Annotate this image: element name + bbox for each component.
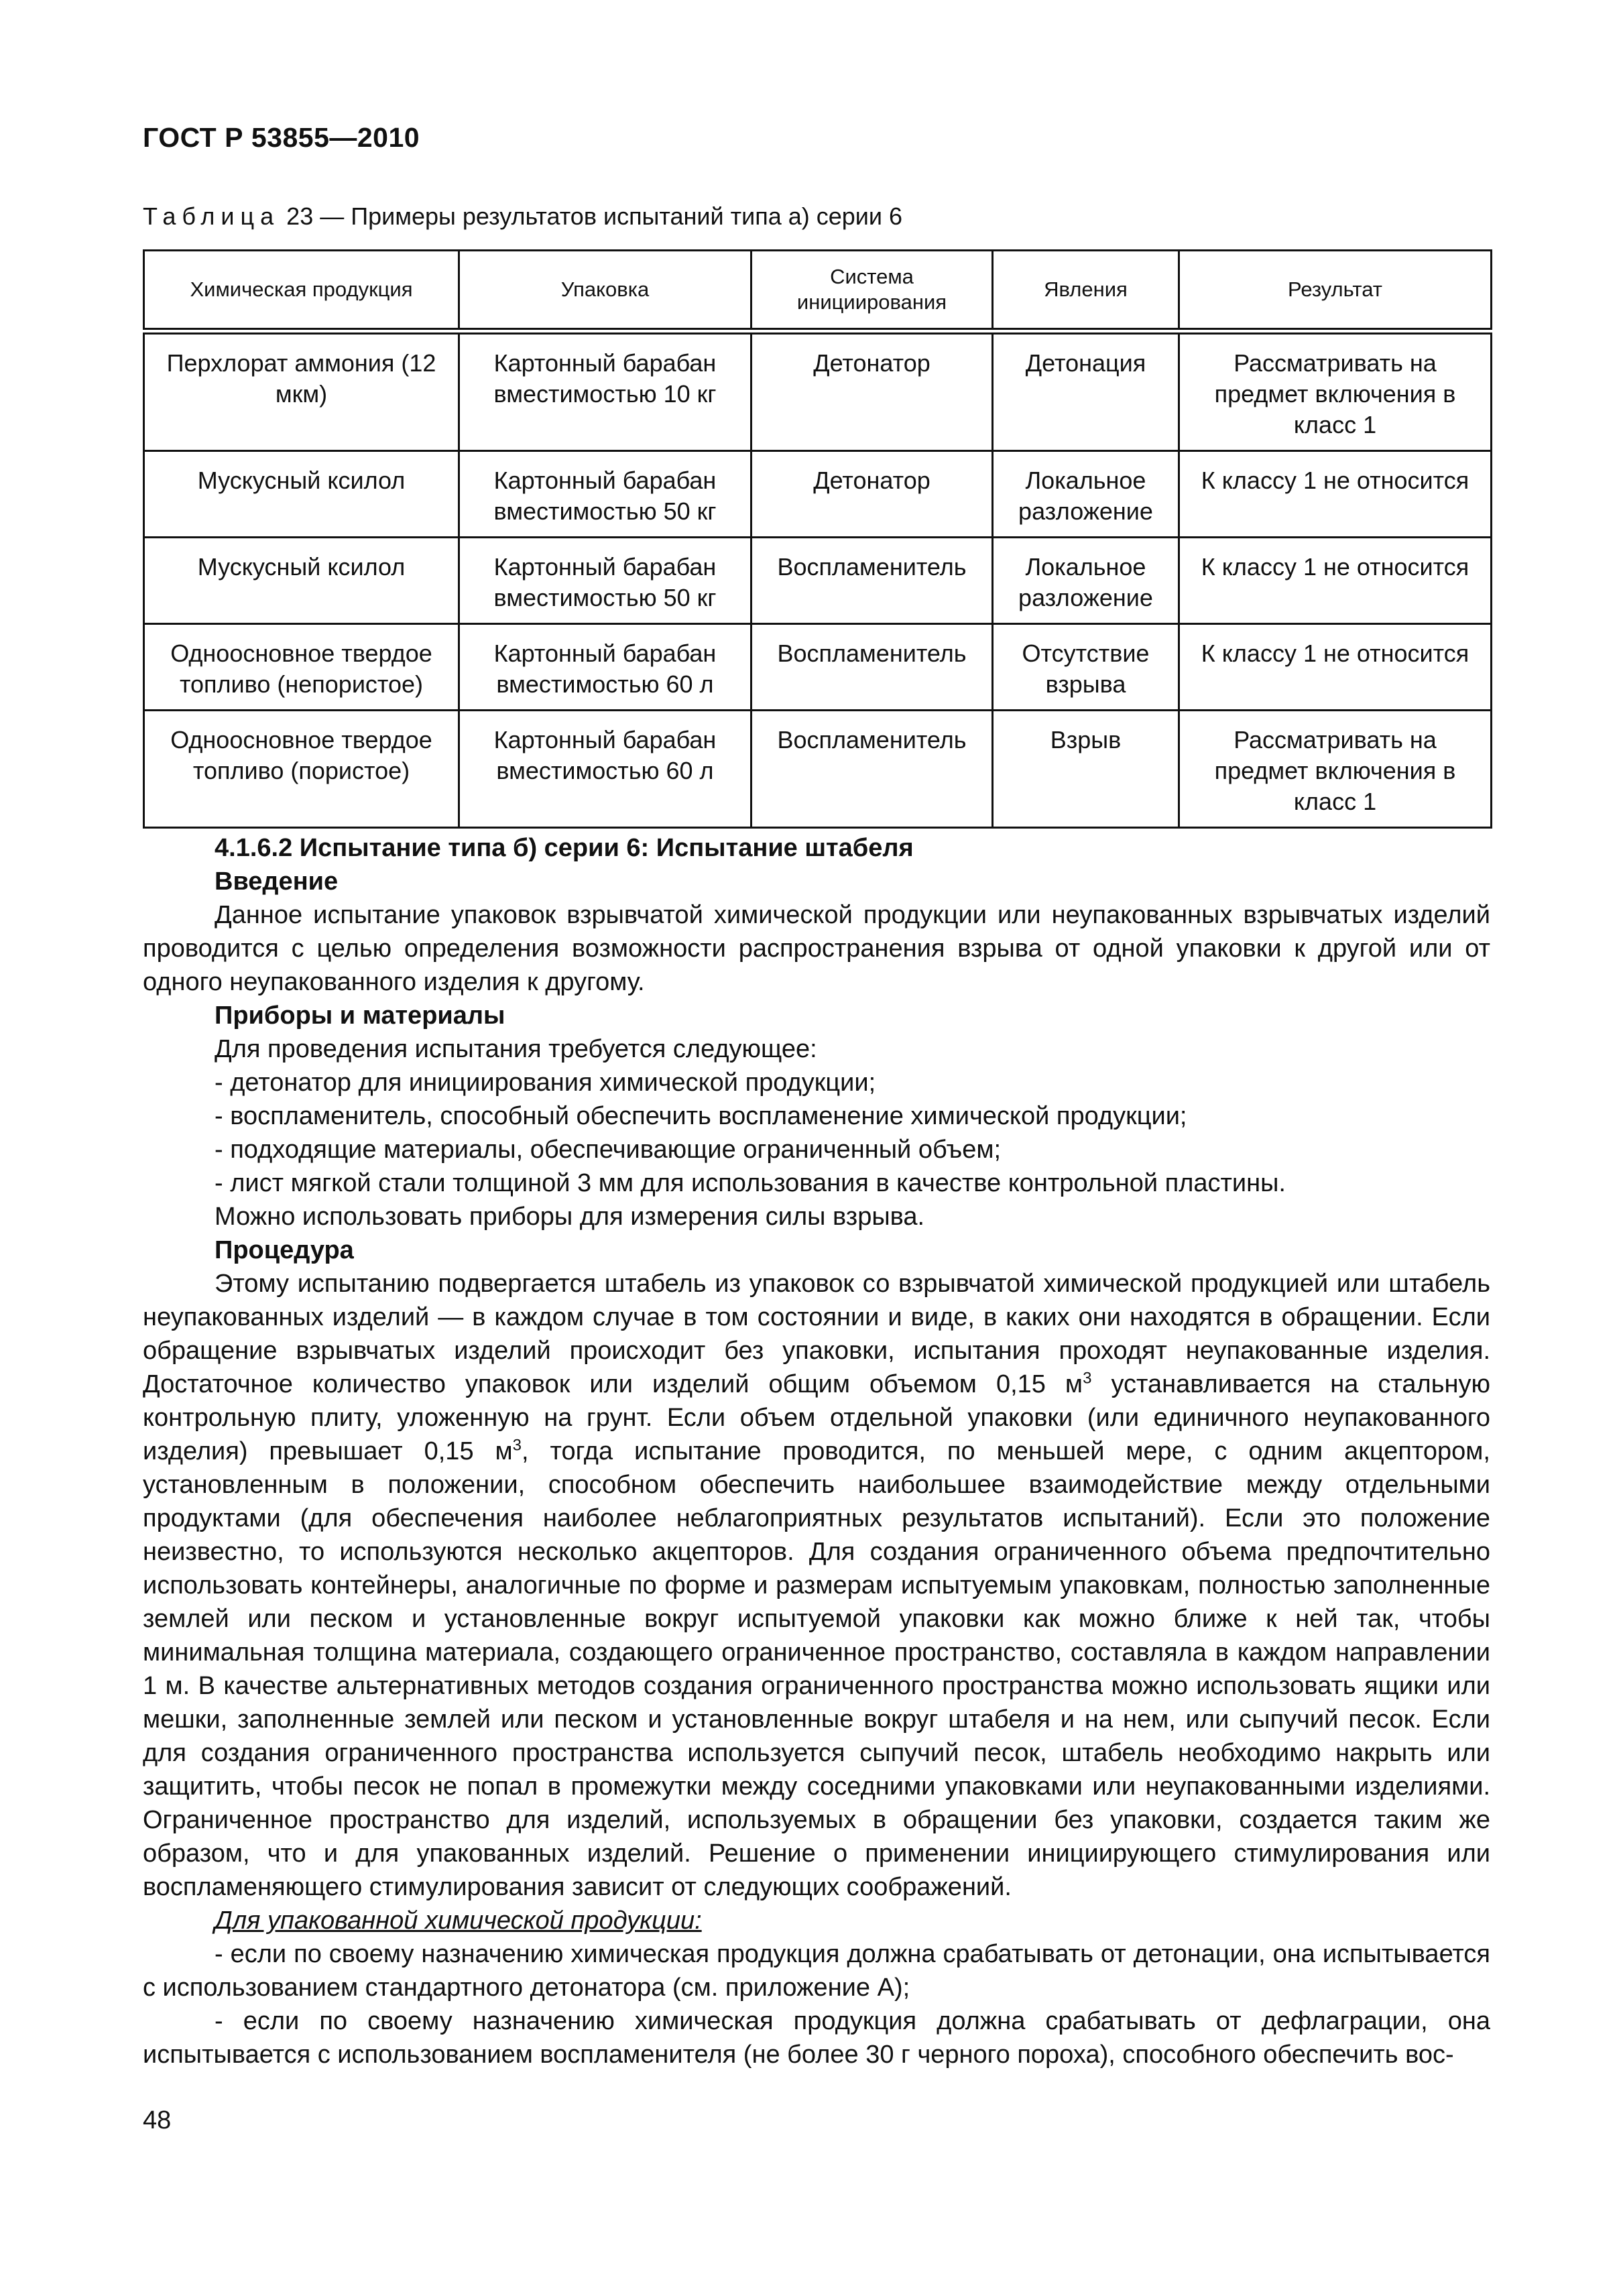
table-caption bbox=[143, 202, 902, 231]
list-item: - лист мягкой стали толщиной 3 мм для использования в качестве контрольной пластины. bbox=[215, 1169, 1286, 1197]
column-header: Химическая продукция bbox=[144, 251, 459, 332]
superscript-cubic: 3 bbox=[512, 1436, 522, 1455]
table-cell: Картонный барабан вместимостью 10 кг bbox=[459, 331, 752, 451]
packaged-heading-text: Для упакованной химической продукции: bbox=[215, 1907, 702, 1935]
section-body bbox=[143, 831, 1490, 2071]
table-row bbox=[144, 538, 1492, 624]
column-header: Упаковка bbox=[459, 251, 752, 332]
table-cell: Мускусный ксилол bbox=[144, 451, 459, 538]
apparatus-note: Можно использовать приборы для измерения силы взрыва. bbox=[215, 1203, 925, 1231]
table-cell: Взрыв bbox=[993, 711, 1179, 828]
column-header: Система инициирования bbox=[752, 251, 993, 332]
table-caption-label: Таблица bbox=[143, 202, 280, 230]
table-cell: К классу 1 не относится bbox=[1179, 538, 1492, 624]
table-cell: Отсутствие взрыва bbox=[993, 624, 1179, 711]
table-header-row bbox=[144, 251, 1492, 332]
table-cell: Картонный барабан вместимостью 60 л bbox=[459, 624, 752, 711]
table-cell: Рассматривать на предмет включения в класс 1 bbox=[1179, 711, 1492, 828]
packaged-heading bbox=[143, 1904, 1490, 1937]
intro-heading: Введение bbox=[215, 867, 339, 896]
results-table bbox=[143, 249, 1492, 829]
table-row bbox=[144, 331, 1492, 451]
table-cell: Локальное разложение bbox=[993, 451, 1179, 538]
table-cell: К классу 1 не относится bbox=[1179, 624, 1492, 711]
table-cell: Мускусный ксилол bbox=[144, 538, 459, 624]
table-cell: Воспламенитель bbox=[752, 711, 993, 828]
column-header: Результат bbox=[1179, 251, 1492, 332]
document-header: ГОСТ Р 53855—2010 bbox=[143, 122, 420, 153]
list-item: - если по своему назначению химическая продукция должна срабатывать от дефлаграции, она испытывается с использованием воспламенителя (не более 30 г черного пороха), способного обеспечить вос- bbox=[143, 2007, 1490, 2069]
table-cell: Картонный барабан вместимостью 60 л bbox=[459, 711, 752, 828]
table-row bbox=[144, 711, 1492, 828]
table-caption-text: 23 — Примеры результатов испытаний типа а) серии 6 bbox=[286, 202, 903, 230]
superscript-cubic: 3 bbox=[1083, 1369, 1092, 1388]
section-title: 4.1.6.2 Испытание типа б) серии 6: Испытание штабеля bbox=[215, 834, 914, 862]
list-item: - подходящие материалы, обеспечивающие ограниченный объем; bbox=[215, 1136, 1002, 1164]
table-cell: Одноосновное твердое топливо (непористое) bbox=[144, 624, 459, 711]
procedure-heading: Процедура bbox=[215, 1236, 354, 1264]
page-number: 48 bbox=[143, 2106, 172, 2134]
table-cell: Воспламенитель bbox=[752, 538, 993, 624]
apparatus-heading: Приборы и материалы bbox=[215, 1002, 505, 1030]
table-cell: Картонный барабан вместимостью 50 кг bbox=[459, 451, 752, 538]
table-cell: Детонация bbox=[993, 331, 1179, 451]
table-cell: Локальное разложение bbox=[993, 538, 1179, 624]
intro-paragraph: Данное испытание упаковок взрывчатой химической продукции или неупакованных взрывчатых изделий проводится с целью определения возможности распространения взрыва от одной упаковки к другой или от одного неупакованного изделия к другому. bbox=[143, 901, 1490, 996]
table-cell: Рассматривать на предмет включения в класс 1 bbox=[1179, 331, 1492, 451]
list-item: - воспламенитель, способный обеспечить воспламенение химической продукции; bbox=[215, 1102, 1187, 1130]
table-cell: Картонный барабан вместимостью 50 кг bbox=[459, 538, 752, 624]
table-cell: Одноосновное твердое топливо (пористое) bbox=[144, 711, 459, 828]
list-item: - если по своему назначению химическая продукция должна срабатывать от детонации, она испытывается с использованием стандартного детонатора (см. приложение А); bbox=[143, 1940, 1490, 2002]
table-cell: Перхлорат аммония (12 мкм) bbox=[144, 331, 459, 451]
table-cell: Детонатор bbox=[752, 451, 993, 538]
table-row bbox=[144, 624, 1492, 711]
table-row bbox=[144, 451, 1492, 538]
column-header: Явления bbox=[993, 251, 1179, 332]
procedure-paragraph bbox=[143, 1267, 1490, 1904]
list-item: - детонатор для инициирования химической продукции; bbox=[215, 1069, 876, 1097]
apparatus-intro: Для проведения испытания требуется следующее: bbox=[215, 1035, 817, 1063]
procedure-text-3: , тогда испытание проводится, по меньшей мере, с одним акцептором, установленным в положении, способном обеспечить наибольшее взаимодействие между отдельными продуктами (для обеспечения наиболее неблагоприятных результатов испытаний). Если это положение неизвестно, то используются несколько акцепторов. Для создания ограниченного объема предпочтительно использовать контейнеры, аналогичные по форме и размерам испытуемым упаковкам, полностью заполненные землей или песком и установленные вокруг испытуемой упаковки как можно ближе к ней так, чтобы минимальная толщина материала, создающего ограниченное пространство, составляла в каждом направлении 1 м. В качестве альтернативных методов создания ограниченного пространства можно использовать ящики или мешки, заполненные землей или песком и установленные вокруг штабеля и на нем, или сыпучий песок. Если для создания ограниченного пространства используется сыпучий песок, штабель необходимо накрыть или защитить, чтобы песок не попал в промежутки между соседними упаковками или неупакованными изделиями. Ограниченное пространство для изделий, используемых в обращении без упаковки, создается таким же образом, что и для упакованных изделий. Решение о применении инициирующего стимулирования или воспламеняющего стимулирования зависит от следующих соображений. bbox=[143, 1437, 1490, 1901]
table-cell: Детонатор bbox=[752, 331, 993, 451]
procedure-text-1: Этому испытанию подвергается штабель из упаковок со взрывчатой химической продукцией или штабель неупакованных изделий — в каждом случае в том состоянии и виде, в каких они находятся в обращении. Если обращение взрывчатых изделий происходит без упаковки, испытания проходят неупакованные изделия. Достаточное количество упаковок или изделий общим объемом 0,15 м bbox=[143, 1270, 1490, 1398]
procedure-text-2: устанавливается на стальную контрольную плиту, уложенную на грунт. Если объем отдельной упаковки (или единичного неупакованного изделия) превышает 0,15 м bbox=[143, 1370, 1491, 1465]
table-cell: Воспламенитель bbox=[752, 624, 993, 711]
table-cell: К классу 1 не относится bbox=[1179, 451, 1492, 538]
